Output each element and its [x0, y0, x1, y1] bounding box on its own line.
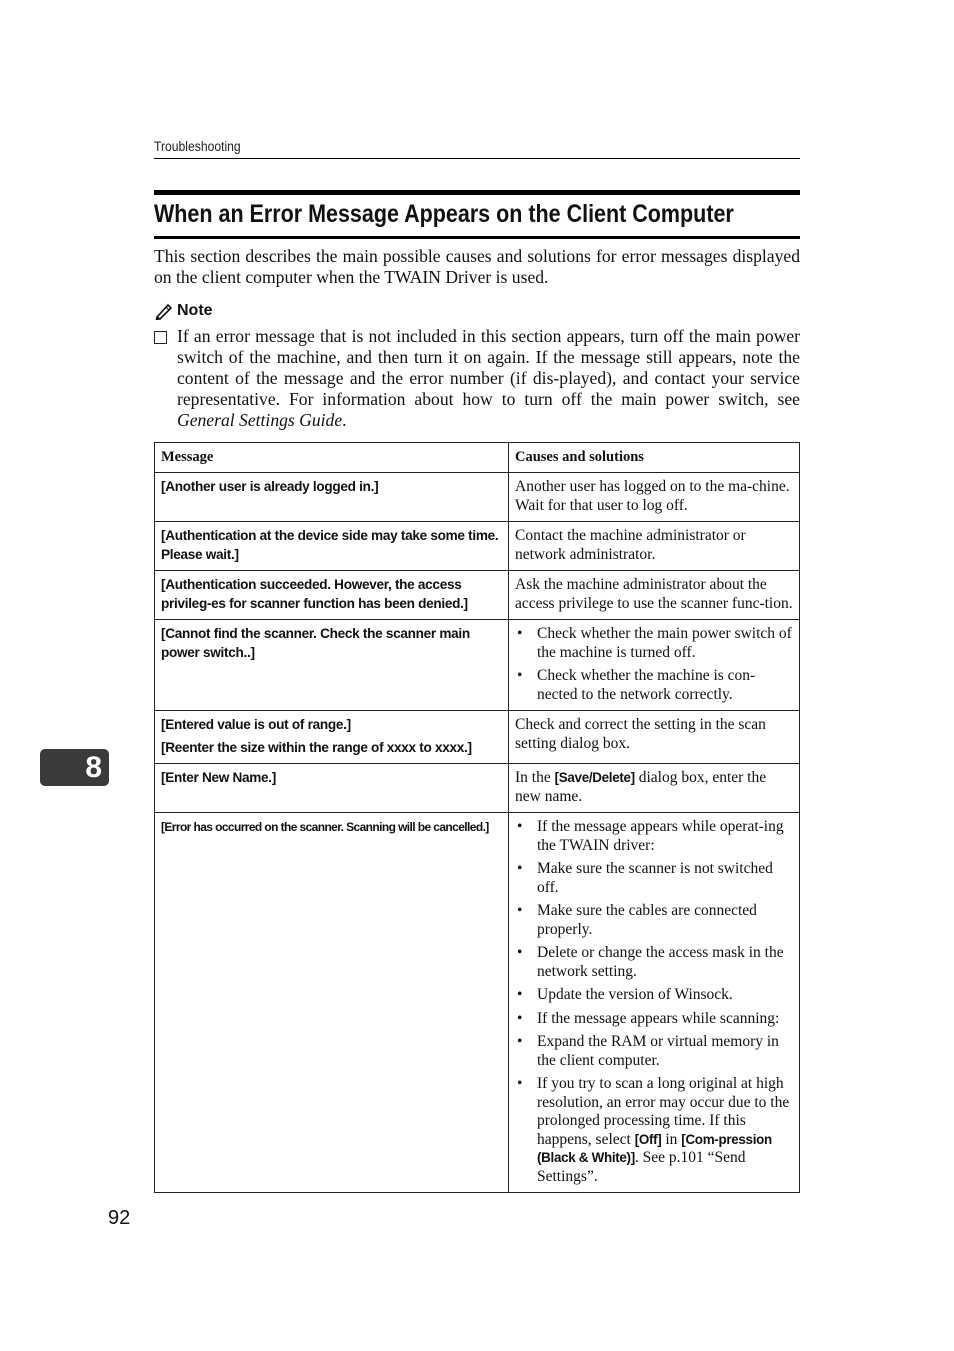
- running-header: Troubleshooting: [154, 139, 241, 154]
- error-message-table: [154, 442, 800, 1193]
- list-item: • Check whether the machine is con-nected to the network correctly.: [517, 667, 756, 703]
- list-item: • Make sure the scanner is not switched off.: [517, 860, 773, 896]
- list-item-text: Delete or change the access mask in the network setting.: [537, 944, 784, 980]
- note-heading-label: Note: [177, 302, 213, 319]
- message-cell: [155, 620, 509, 711]
- solution-list: [515, 625, 793, 704]
- solution-cell: Check and correct the setting in the scan setting dialog box.: [509, 711, 800, 764]
- section-title: When an Error Message Appears on the Client Computer: [154, 200, 734, 228]
- guide-reference: General Settings Guide: [177, 410, 343, 430]
- message-cell: [155, 813, 509, 1193]
- list-item-text: . See p.101 “Send Settings”.: [537, 1149, 746, 1185]
- solution-list: [515, 818, 793, 1186]
- title-bottom-rule: [154, 236, 800, 239]
- table-row: [155, 764, 800, 813]
- solution-cell: [509, 764, 800, 813]
- header-message: Message: [155, 443, 509, 473]
- message-cell: [155, 711, 509, 764]
- solution-cell: Another user has logged on to the ma-chine. Wait for that user to log off.: [509, 473, 800, 522]
- table-row: [155, 813, 800, 1193]
- solution-cell: [509, 620, 800, 711]
- list-item: • Update the version of Winsock.: [517, 986, 733, 1003]
- solution-cell: Ask the machine administrator about the access privilege to use the scanner func-tion.: [509, 571, 800, 620]
- table-row: [155, 522, 800, 571]
- solution-cell: Contact the machine administrator or network administrator.: [509, 522, 800, 571]
- key-label: [Save/Delete]: [554, 770, 635, 785]
- table-row: [155, 571, 800, 620]
- list-item-text: Check whether the main power switch of the machine is turned off.: [537, 625, 792, 661]
- list-item: • Expand the RAM or virtual memory in the client computer.: [517, 1033, 779, 1069]
- message-text: [Reenter the size within the range of xxxx to xxxx.]: [161, 739, 472, 755]
- checkbox-icon: [154, 331, 167, 344]
- list-item-text: in: [661, 1130, 682, 1148]
- note-text-body: If an error message that is not included in this section appears, turn off the main power switch of the machine, and then turn it on again. If the message still appears, note the content of the message and the error number (if dis-played), and contact your service representative. For information about how to turn off the main power switch, see: [177, 326, 800, 409]
- key-label: [Com-pression (Black & White)]: [537, 1131, 772, 1165]
- list-item: • Make sure the cables are connected properly.: [517, 902, 757, 938]
- list-item-text: Check whether the machine is con-nected to the network correctly.: [537, 667, 756, 703]
- message-cell: [155, 764, 509, 813]
- list-item: • Check whether the main power switch of the machine is turned off.: [517, 625, 792, 661]
- list-item: • Delete or change the access mask in the network setting.: [517, 944, 784, 980]
- list-item: • If the message appears while scanning:: [517, 1009, 780, 1027]
- list-item-text: If you try to scan a long original at high resolution, an error may occur due to the prolonged processing time. If this happens, select: [537, 1075, 790, 1148]
- note-item: [154, 326, 800, 431]
- message-cell: [155, 571, 509, 620]
- list-item-text: Update the version of Winsock.: [537, 986, 733, 1003]
- table-header-row: [155, 443, 800, 473]
- table-row: [155, 620, 800, 711]
- table-row: [155, 711, 800, 764]
- chapter-tab: 8: [40, 749, 109, 786]
- list-item-text: If the message appears while operat-ing the TWAIN driver:: [537, 818, 784, 854]
- message-text: [Authentication at the device side may take some time. Please wait.]: [161, 528, 499, 562]
- list-item-text: Expand the RAM or virtual memory in the client computer.: [537, 1033, 779, 1069]
- message-text: [Error has occurred on the scanner. Scanning will be cancelled.]: [161, 820, 489, 834]
- key-label: [Off]: [634, 1131, 662, 1147]
- list-item: • If you try to scan a long original at high resolution, an error may occur due to the prolonged processing time. If this happens, select [Off] in [Com-pression (Black & White)]. See p.101 “Send Settings”.: [517, 1075, 790, 1185]
- message-text: [Authentication succeeded. However, the access privileg-es for scanner function has been denied.]: [161, 577, 468, 611]
- header-causes: Causes and solutions: [509, 443, 800, 473]
- list-item-text: If the message appears while scanning:: [537, 1009, 780, 1027]
- list-item-text: Make sure the scanner is not switched off.: [537, 860, 773, 896]
- list-item-text: Make sure the cables are connected properly.: [537, 902, 757, 938]
- solution-text: In the: [515, 769, 555, 786]
- message-cell: [155, 473, 509, 522]
- intro-paragraph: This section describes the main possible causes and solutions for error messages displayed on the client computer when the TWAIN Driver is used.: [154, 246, 800, 287]
- message-text: [Another user is already logged in.]: [161, 479, 379, 494]
- solution-text: dialog box, enter the new name.: [515, 769, 767, 805]
- message-cell: [155, 522, 509, 571]
- note-heading: [154, 302, 213, 320]
- solution-cell: [509, 813, 800, 1193]
- message-text: [Entered value is out of range.]: [161, 717, 351, 732]
- page-number: 92: [108, 1207, 131, 1229]
- message-text: [Cannot find the scanner. Check the scanner main power switch..]: [161, 626, 470, 660]
- header-rule: [154, 158, 800, 159]
- title-top-rule: [154, 190, 800, 195]
- message-text: [Enter New Name.]: [161, 770, 277, 785]
- table-row: [155, 473, 800, 522]
- list-item: • If the message appears while operat-ing the TWAIN driver:: [517, 818, 784, 854]
- pencil-icon: [154, 302, 174, 320]
- note-text-end: .: [342, 410, 347, 430]
- note-text: [177, 326, 800, 431]
